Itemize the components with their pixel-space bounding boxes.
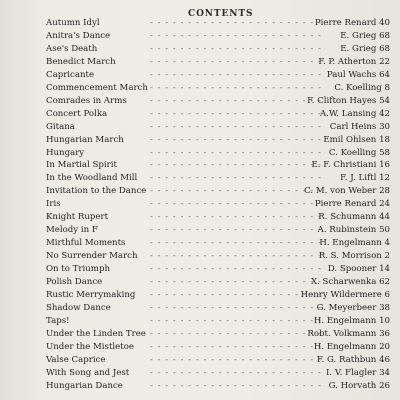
composer-name: F. P. Atherton <box>318 56 377 67</box>
composer-name: Emil Ohlsen <box>323 134 377 145</box>
dot-leader: - - - - - - - - - - - - - - - - - - - - - - - <box>150 380 322 391</box>
composer-and-page <box>318 212 390 223</box>
song-title: Under the Linden Tree <box>46 328 146 339</box>
composer-and-page <box>320 109 390 120</box>
song-title: Capricante <box>46 69 95 80</box>
composer-name: C. Koelling <box>328 147 377 158</box>
composer-and-page <box>329 148 390 159</box>
toc-row <box>40 148 396 159</box>
page-number: 50 <box>379 225 390 236</box>
dot-leader: - - - - - - - - - - - - - - - - - - - - - - - <box>150 315 322 326</box>
composer-name: R. S. Morrison <box>318 251 382 262</box>
composer-and-page <box>315 18 390 29</box>
composer-name: Pierre Renard <box>314 18 377 28</box>
dot-leader: - - - - - - - - - - - - - - - - - - - - - - - <box>150 328 322 339</box>
composer-name: H. Engelmann <box>319 238 382 249</box>
composer-and-page <box>307 96 390 107</box>
dot-leader: - - - - - - - - - - - - - - - - - - - - - - - <box>150 121 322 132</box>
song-title: Autumn Idyl <box>46 18 100 28</box>
page-number: 36 <box>379 328 390 339</box>
dot-leader: - - - - - - - - - - - - - - - - - - - - - - - <box>150 367 322 378</box>
toc-row <box>40 122 396 133</box>
composer-and-page <box>318 57 390 68</box>
page-title: CONTENTS <box>188 9 254 19</box>
toc-row <box>40 83 396 94</box>
page-number: 30 <box>379 121 390 132</box>
page-number: 26 <box>379 380 390 391</box>
dot-leader: - - - - - - - - - - - - - - - - - - - - - - - <box>150 108 322 119</box>
composer-name: H. Engelmann <box>313 341 377 352</box>
composer-and-page <box>317 303 390 314</box>
dot-leader: - - - - - - - - - - - - - - - - - - - - - - - <box>150 82 322 93</box>
composer-name: E. Grieg <box>340 30 377 41</box>
song-title: Anitra's Dance <box>46 30 111 41</box>
page-number: 2 <box>384 251 390 262</box>
song-title: Shadow Dance <box>46 302 111 313</box>
composer-and-page <box>314 316 390 327</box>
dot-leader: - - - - - - - - - - - - - - - - - - - - - - - <box>150 289 322 300</box>
page-number: 40 <box>379 18 390 28</box>
song-title: Commencement March <box>46 82 148 93</box>
dot-leader: - - - - - - - - - - - - - - - - - - - - - - - <box>150 302 322 313</box>
composer-name: Robt. Volkmann <box>307 328 377 339</box>
toc-row <box>40 355 396 366</box>
composer-and-page <box>340 173 390 184</box>
toc-row <box>40 199 396 210</box>
toc-row <box>40 381 396 392</box>
dot-leader: - - - - - - - - - - - - - - - - - - - - - - - <box>150 18 322 28</box>
composer-and-page <box>317 355 390 366</box>
composer-and-page <box>319 251 390 262</box>
composer-and-page <box>314 342 390 353</box>
dot-leader: - - - - - - - - - - - - - - - - - - - - - - - <box>150 225 322 236</box>
toc-row <box>40 70 396 81</box>
composer-and-page <box>304 186 390 197</box>
song-title: Knight Rupert <box>46 212 109 223</box>
page-number: 42 <box>379 108 390 119</box>
composer-and-page <box>318 225 390 236</box>
composer-name: E. Grieg <box>340 43 377 54</box>
dot-leader: - - - - - - - - - - - - - - - - - - - - - - - <box>150 134 322 145</box>
composer-and-page <box>340 44 390 55</box>
composer-and-page <box>340 31 390 42</box>
page-number: 12 <box>379 173 390 184</box>
page-number: 54 <box>379 95 390 106</box>
dot-leader: - - - - - - - - - - - - - - - - - - - - - - - <box>150 251 322 262</box>
toc-row <box>40 212 396 223</box>
toc-row <box>40 160 396 171</box>
composer-name: C. M. von Weber <box>304 186 377 197</box>
song-title: Comrades in Arms <box>46 95 127 106</box>
dot-leader: - - - - - - - - - - - - - - - - - - - - - - - <box>150 43 322 54</box>
toc-row <box>40 342 396 353</box>
composer-name: H. Engelmann <box>313 315 377 326</box>
toc-row <box>40 31 396 42</box>
page-number: 44 <box>379 212 390 223</box>
page-number: 46 <box>379 354 390 365</box>
page-number: 68 <box>379 30 390 41</box>
dot-leader: - - - - - - - - - - - - - - - - - - - - - - - <box>150 160 322 171</box>
composer-and-page <box>328 264 390 275</box>
composer-and-page <box>330 122 390 133</box>
toc-row <box>40 109 396 120</box>
song-title: Hungarian March <box>46 134 124 145</box>
toc-row <box>40 264 396 275</box>
composer-name: D. Spooner <box>327 264 377 275</box>
composer-name: E. F. Christiani <box>311 160 377 171</box>
toc-row <box>40 329 396 340</box>
song-title: No Surrender March <box>46 251 138 262</box>
page-number: 62 <box>379 277 390 287</box>
page-number: 34 <box>379 367 390 378</box>
composer-and-page <box>327 70 390 81</box>
dot-leader: - - - - - - - - - - - - - - - - - - - - - - - <box>150 341 322 352</box>
page-number: 18 <box>379 134 390 145</box>
dot-leader: - - - - - - - - - - - - - - - - - - - - - - - <box>150 56 322 67</box>
composer-and-page <box>319 238 390 249</box>
dot-leader: - - - - - - - - - - - - - - - - - - - - - - - <box>150 277 322 287</box>
dot-leader: - - - - - - - - - - - - - - - - - - - - - - - <box>150 69 322 80</box>
toc-row <box>40 135 396 146</box>
composer-name: G. Horvath <box>328 380 377 391</box>
song-title: Valse Caprice <box>46 354 106 365</box>
dot-leader: - - - - - - - - - - - - - - - - - - - - - - - <box>150 354 322 365</box>
composer-and-page <box>326 368 390 379</box>
composer-name: G. Meyerbeer <box>316 302 377 313</box>
composer-and-page <box>307 329 390 340</box>
composer-and-page <box>323 135 390 146</box>
page-number: 8 <box>384 82 390 93</box>
composer-name: F. J. Liftl <box>340 173 377 184</box>
composer-name: Carl Heins <box>329 121 377 132</box>
composer-name: Henry Wildermere <box>300 289 382 300</box>
song-title: Melody in F <box>46 225 98 236</box>
page-number: 16 <box>379 160 390 171</box>
toc-row <box>40 277 396 288</box>
composer-name: F. Clifton Hayes <box>307 95 377 106</box>
song-title: In the Woodland Mill <box>46 173 138 184</box>
song-title: Concert Polka <box>46 108 108 119</box>
song-title: Iris <box>46 199 61 210</box>
page-number: 6 <box>384 289 390 300</box>
song-title: Hungarian Dance <box>46 380 123 391</box>
toc-row <box>40 368 396 379</box>
toc-row <box>40 303 396 314</box>
dot-leader: - - - - - - - - - - - - - - - - - - - - - - - <box>150 147 322 158</box>
song-title: Ase's Death <box>46 43 98 54</box>
composer-name: X. Scharwenka <box>310 277 377 287</box>
composer-name: F. G. Rathbun <box>316 354 377 365</box>
song-title: Hungary <box>46 147 85 158</box>
dot-leader: - - - - - - - - - - - - - - - - - - - - - - - <box>150 95 322 106</box>
song-title: Taps! <box>46 315 70 326</box>
song-title: Under the Mistletoe <box>46 341 134 352</box>
song-title: Polish Dance <box>46 277 103 287</box>
song-title: Mirthful Moments <box>46 238 126 249</box>
page-number: 38 <box>379 302 390 313</box>
toc-row <box>40 96 396 107</box>
composer-name: Paul Wachs <box>326 69 377 80</box>
song-title: Rustic Merrymaking <box>46 289 136 300</box>
song-title: In Martial Spirit <box>46 160 117 171</box>
toc-row <box>40 173 396 184</box>
song-title: Invitation to the Dance <box>46 186 147 197</box>
page-number: 28 <box>379 186 390 197</box>
page-number: 24 <box>379 199 390 210</box>
toc-row <box>40 251 396 262</box>
song-title: With Song and Jest <box>46 367 130 378</box>
toc-row <box>40 18 396 29</box>
dot-leader: - - - - - - - - - - - - - - - - - - - - - - - <box>150 186 322 197</box>
page-number: 22 <box>379 56 390 67</box>
page-number: 20 <box>379 341 390 352</box>
song-title: Gitana <box>46 121 75 132</box>
toc-row <box>40 225 396 236</box>
composer-name: R. Schumann <box>318 212 377 223</box>
composer-and-page <box>329 381 390 392</box>
dot-leader: - - - - - - - - - - - - - - - - - - - - - - - <box>150 173 322 184</box>
dot-leader: - - - - - - - - - - - - - - - - - - - - - - - <box>150 30 322 41</box>
composer-name: A.W. Lansing <box>320 108 377 119</box>
toc-row <box>40 57 396 68</box>
dot-leader: - - - - - - - - - - - - - - - - - - - - - - - <box>150 212 322 223</box>
composer-and-page <box>312 160 390 171</box>
song-title: Benedict March <box>46 56 116 67</box>
page-number: 64 <box>379 69 390 80</box>
composer-name: C. Koelling <box>334 82 382 93</box>
page-number: 58 <box>379 147 390 158</box>
composer-and-page <box>311 277 390 288</box>
page-number: 68 <box>379 43 390 54</box>
song-title: On to Triumph <box>46 264 110 275</box>
page-number: 14 <box>379 264 390 275</box>
composer-and-page <box>315 199 390 210</box>
toc-row <box>40 290 396 301</box>
composer-name: I. V. Flagler <box>326 367 377 378</box>
composer-name: A. Rubinstein <box>317 225 377 236</box>
dot-leader: - - - - - - - - - - - - - - - - - - - - - - - <box>150 238 322 249</box>
toc-row <box>40 316 396 327</box>
toc-row <box>40 186 396 197</box>
dot-leader: - - - - - - - - - - - - - - - - - - - - - - - <box>150 199 322 210</box>
composer-and-page <box>334 83 390 94</box>
dot-leader: - - - - - - - - - - - - - - - - - - - - - - - <box>150 264 322 275</box>
composer-name: Pierre Renard <box>314 199 377 210</box>
toc-row <box>40 44 396 55</box>
toc-row <box>40 238 396 249</box>
composer-and-page <box>301 290 390 301</box>
page-number: 10 <box>379 315 390 326</box>
page-number: 4 <box>384 238 390 249</box>
